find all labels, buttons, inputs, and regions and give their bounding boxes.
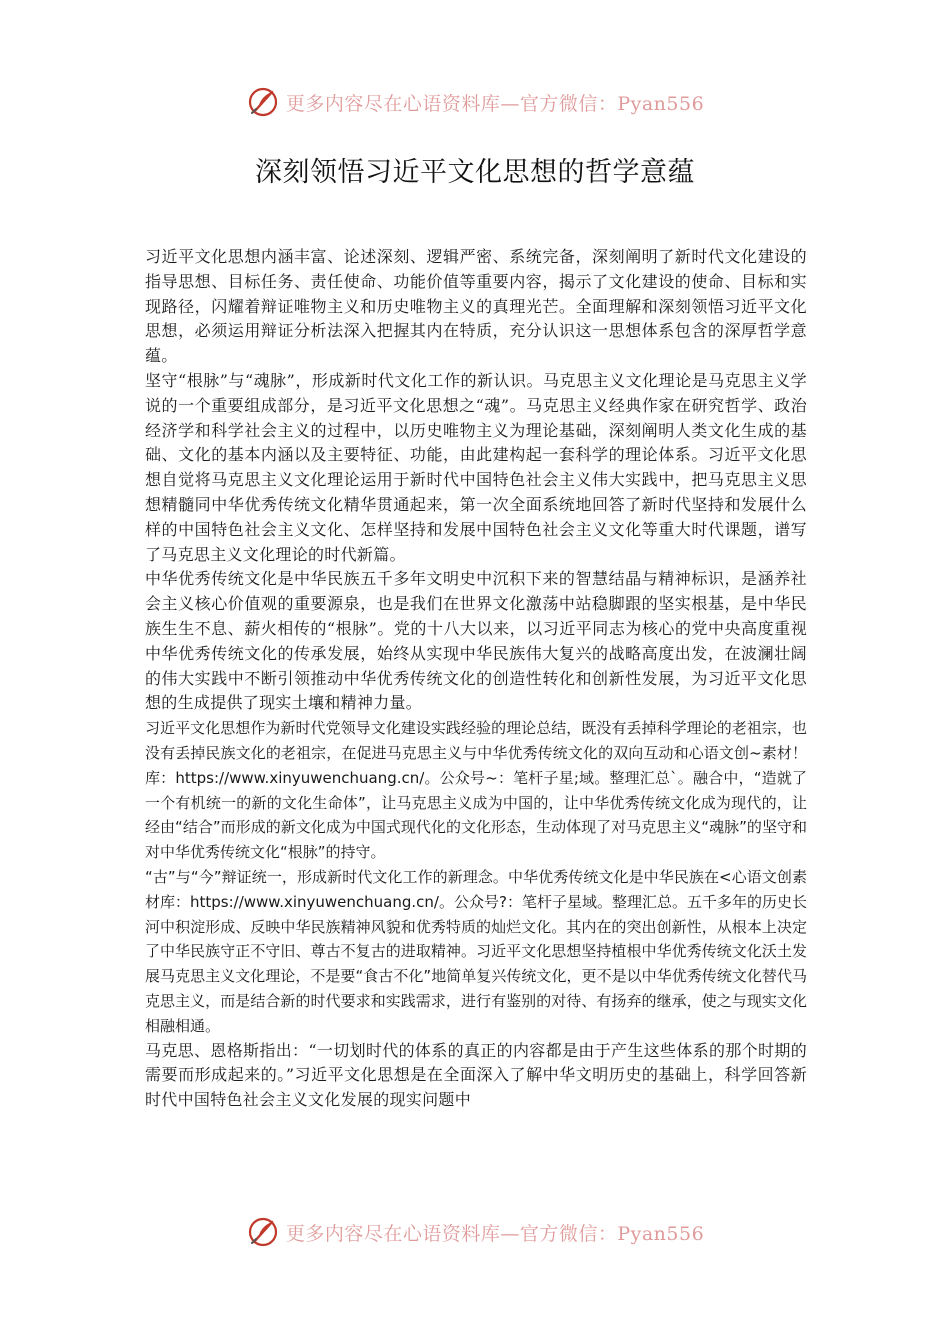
paragraph-5: “古”与“今”辩证统一，形成新时代文化工作的新理念。中华优秀传统文化是中华民族在<心语文创素材库：https://www.xinyuwenchuang.cn/。公众号?：笔杆子星域。整理汇总。五千多年的历史长河中积淀形成、反映中华民族精神风貌和优秀特质的灿烂文化。其内在的突出创新性，从根本上决定了中华民族守正不守旧、尊古不复古的进取精神。习近平文化思想坚持植根中华优秀传统文化沃土发展马克思主义文化理论，不是要“食古不化”地简单复兴传统文化，更不是以中华优秀传统文化替代马克思主义，而是结合新的时代要求和实践需求，进行有鉴别的对待、有扬弃的继承，使之与现实文化相融相通。 [145, 867, 807, 1035]
paragraph-1: 习近平文化思想内涵丰富、论述深刻、逻辑严密、系统完备，深刻阐明了新时代文化建设的指导思想、目标任务、责任使命、功能价值等重要内容，揭示了文化建设的使命、目标和实现路径，闪耀着辩证唯物主义和历史唯物主义的真理光芒。全面理解和深刻领悟习近平文化思想，必须运用辩证分析法深入把握其内在特质，充分认识这一思想体系包含的深厚哲学意蕴。 [145, 247, 807, 366]
paragraph-4: 习近平文化思想作为新时代党领导文化建设实践经验的理论总结，既没有丢掉科学理论的老祖宗，也没有丢掉民族文化的老祖宗，在促进马克思主义与中华优秀传统文化的双向互动和心语文创~素材！库：https://www.xinyuwenchuang.cn/。公众号~：笔杆子星;域。整理汇总`。融合中，“造就了一个有机统一的新的文化生命体”，让马克思主义成为中国的，让中华优秀传统文化成为现代的，让经由“结合”而形成的新文化成为中国式现代化的文化形态，生动体现了对马克思主义“魂脉”的坚守和对中华优秀传统文化“根脉”的持守。 [145, 719, 807, 862]
article-body [145, 245, 807, 1113]
quill-logo-icon [246, 85, 280, 119]
paragraph-2: 坚守“根脉”与“魂脉”，形成新时代文化工作的新认识。马克思主义文化理论是马克思主义学说的一个重要组成部分，是习近平文化思想之“魂”。马克思主义经典作家在研究哲学、政治经济学和科学社会主义的过程中，以历史唯物主义为理论基础，深刻阐明人类文化生成的基础、文化的基本内涵以及主要特征、功能，由此建构起一套科学的理论体系。习近平文化思想自觉将马克思主义文化理论运用于新时代中国特色社会主义伟大实践中，把马克思主义思想精髓同中华优秀传统文化精华贯通起来，第一次全面系统地回答了新时代坚持和发展什么样的中国特色社会主义文化、怎样坚持和发展中国特色社会主义文化等重大时代课题，谱写了马克思主义文化理论的时代新篇。 [145, 370, 807, 564]
header-banner-inner [246, 85, 704, 119]
quill-logo-icon [246, 1215, 280, 1249]
footer-banner-text: 更多内容尽在心语资料库—官方微信：Pyan556 [285, 1222, 705, 1245]
footer-banner [0, 1212, 950, 1252]
paragraph-6: 马克思、恩格斯指出：“一切划时代的体系的真正的内容都是由于产生这些体系的那个时期的需要而形成起来的。”习近平文化思想是在全面深入了解中华文明历史的基础上，科学回答新时代中国特色社会主义文化发展的现实问题中 [145, 1040, 807, 1110]
header-banner-text: 更多内容尽在心语资料库—官方微信：Pyan556 [285, 92, 705, 115]
footer-banner-inner [246, 1215, 704, 1249]
header-banner [0, 82, 950, 122]
paragraph-3: 中华优秀传统文化是中华民族五千多年文明史中沉积下来的智慧结晶与精神标识，是涵养社会主义核心价值观的重要源泉，也是我们在世界文化激荡中站稳脚跟的坚实根基，是中华民族生生不息、薪火相传的“根脉”。党的十八大以来，以习近平同志为核心的党中央高度重视中华优秀传统文化的传承发展，始终从实现中华民族伟大复兴的战略高度出发，在波澜壮阔的伟大实践中不断引领推动中华优秀传统文化的创造性转化和创新性发展，为习近平文化思想的生成提供了现实土壤和精神力量。 [145, 569, 807, 713]
page-title: 深刻领悟习近平文化思想的哲学意蕴 [255, 157, 695, 188]
